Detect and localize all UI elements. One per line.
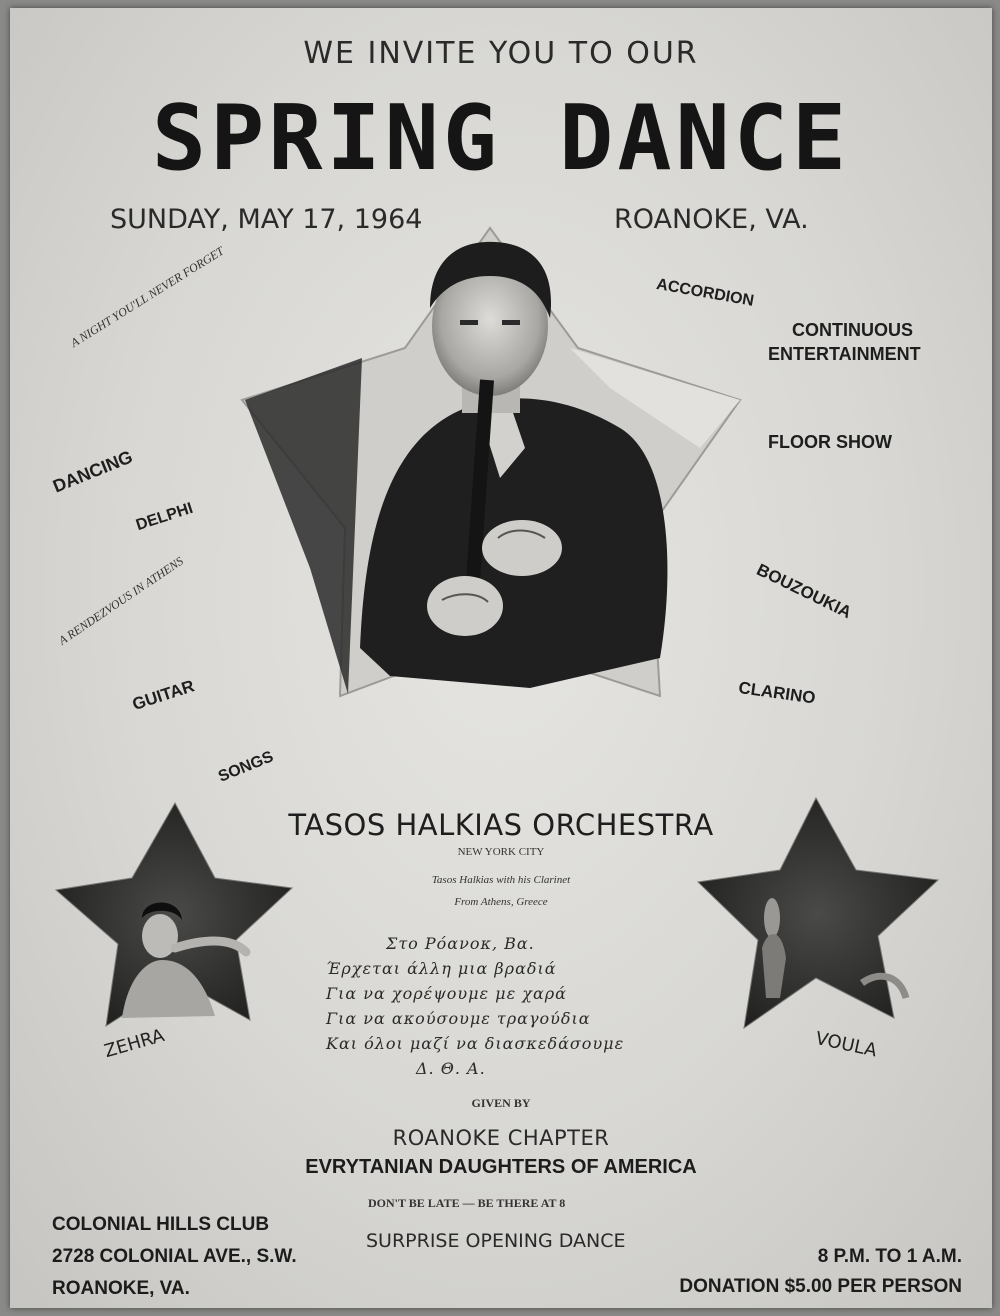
venue-address: 2728 COLONIAL AVE., S.W. bbox=[52, 1246, 297, 1267]
verse-line: Στο Ρόανοκ, Βα. bbox=[386, 934, 535, 953]
opening-note: SURPRISE OPENING DANCE bbox=[366, 1230, 626, 1252]
feature-floor-show: FLOOR SHOW bbox=[768, 432, 892, 452]
verse-signature: Δ. Θ. Α. bbox=[416, 1059, 486, 1078]
feature-dancing: DANCING bbox=[50, 446, 136, 497]
event-hours: 8 P.M. TO 1 A.M. bbox=[817, 1246, 962, 1267]
donation-price: DONATION $5.00 PER PERSON bbox=[679, 1276, 962, 1297]
feature-entertainment: ENTERTAINMENT bbox=[768, 344, 921, 364]
given-by: GIVEN BY bbox=[471, 1096, 531, 1110]
event-title: SPRING DANCE bbox=[151, 86, 851, 191]
handwritten-verse bbox=[326, 934, 666, 1084]
sponsor-chapter: ROANOKE CHAPTER bbox=[392, 1126, 610, 1150]
verse-line: Και όλοι μαζί να διασκεδάσουμε bbox=[326, 1034, 625, 1053]
performer-zehra: ZEHRA bbox=[102, 1025, 167, 1063]
feature-clarino: CLARINO bbox=[737, 678, 817, 708]
orchestra-line2: From Athens, Greece bbox=[454, 896, 548, 908]
feature-accordion: ACCORDION bbox=[655, 276, 756, 310]
feature-delphi: DELPHI bbox=[134, 499, 196, 535]
feature-songs: SONGS bbox=[216, 748, 276, 786]
orchestra-city: NEW YORK CITY bbox=[457, 846, 545, 858]
feature-continuous: CONTINUOUS bbox=[792, 320, 913, 340]
verse-line: Για να ακούσουμε τραγούδια bbox=[326, 1009, 591, 1028]
arrival-note: DON'T BE LATE — BE THERE AT 8 bbox=[368, 1196, 566, 1210]
feature-bouzoukia: BOUZOUKIA bbox=[753, 560, 855, 623]
orchestra-name: TASOS HALKIAS ORCHESTRA bbox=[288, 808, 714, 842]
event-location: ROANOKE, VA. bbox=[614, 204, 809, 235]
verse-line: Για να χορέψουμε με χαρά bbox=[326, 984, 567, 1003]
clarinet-player-photo bbox=[242, 228, 740, 696]
venue-city: ROANOKE, VA. bbox=[52, 1278, 190, 1299]
flyer bbox=[10, 8, 992, 1308]
orchestra-line1: Tasos Halkias with his Clarinet bbox=[431, 874, 571, 886]
feature-guitar: GUITAR bbox=[130, 676, 197, 715]
feature-rendezvous: A RENDEZVOUS IN ATHENS bbox=[56, 553, 186, 648]
sponsor-organization: EVRYTANIAN DAUGHTERS OF AMERICA bbox=[305, 1156, 697, 1178]
venue-name: COLONIAL HILLS CLUB bbox=[52, 1214, 270, 1235]
verse-line: Έρχεται άλλη μια βραδιά bbox=[326, 959, 557, 978]
event-date: SUNDAY, MAY 17, 1964 bbox=[110, 204, 423, 235]
performer-voula: VOULA bbox=[813, 1028, 879, 1062]
invite-line: WE INVITE YOU TO OUR bbox=[303, 36, 699, 71]
feature-night: A NIGHT YOU'LL NEVER FORGET bbox=[68, 243, 227, 350]
flyer-artwork bbox=[10, 8, 992, 1308]
